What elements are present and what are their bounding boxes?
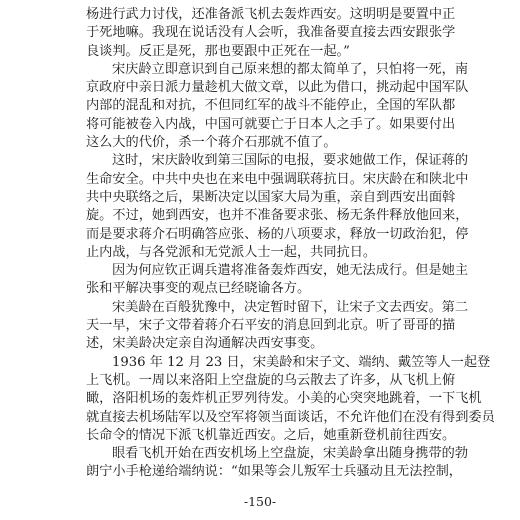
text-line: 就直接去机场陆军以及空军将领当面谈话，不允许他们在没有得到委员 [86, 409, 495, 425]
paragraph-first-line: 这时，宋庆龄收到第三国际的电报，要求她做工作，保证蒋的 [112, 153, 469, 169]
text-line: 而是要求蒋介石明确答应张、杨的八项要求，释放一切政治犯，停 [86, 226, 469, 242]
paragraph-first-line: 眼看飞机开始在西安机场上空盘旋，宋美龄拿出随身携带的勃 [112, 446, 469, 462]
page-number: -150- [243, 494, 277, 509]
text-line: 瞰，洛阳机场的轰炸机正罗列待发。小美的心突突地跳着，一下飞机 [86, 391, 482, 407]
text-line: 上飞机。一周以来洛阳上空盘旋的乌云散去了许多，从飞机上俯 [86, 372, 456, 388]
text-line: 长命令的情况下派飞机靠近西安。之后，她重新登机前往西安。 [86, 427, 456, 443]
text-line: 朗宁小手枪递给端纳说：“如果等会儿叛军士兵骚动且无法控制， [86, 464, 462, 480]
text-line: 杨进行武力讨伐，还准备派飞机去轰炸西安。这明明是要置中正 [86, 7, 456, 22]
text-line: 这么大的代价，杀一个蒋介石那就不值了。 [86, 135, 337, 151]
text-line: 止内战，与各党派和无党派人士一起，共同抗日。 [86, 244, 377, 260]
text-line: 天一早，宋子文带着蒋介石平安的消息回到北京。听了哥哥的描 [86, 318, 456, 334]
paragraph-first-line: 因为何应钦正调兵遣将准备轰炸西安，她无法成行。但是她主 [112, 263, 469, 279]
paragraph-first-line: 宋美龄在百般犹豫中，决定暂时留下，让宋子文去西安。第二 [112, 299, 469, 315]
text-line: 京政府中亲日派力量趁机大做文章，以此为借口，挑动起中国军队 [86, 80, 469, 96]
body-text [86, 6, 495, 482]
text-line: 内部的混乱和对抗，不但同红军的战斗不能停止，全国的军队都 [86, 98, 456, 114]
paragraph-first-line: 1936 年 12 月 23 日，宋美龄和宋子文、端纳、戴笠等人一起登 [112, 354, 491, 370]
text-line: 良谈判。反正是死，那也要跟中正死在一起。” [86, 43, 350, 59]
text-line: 旋。不过，她到西安，也并不准备要求张、杨无条件释放他回来， [86, 208, 469, 224]
text-line: 共中央联络之后，果断决定以国家大局为重，亲自到西安出面斡 [86, 189, 456, 205]
text-line: 于死地嘛。我现在说话没有人会听，我准备要直接去西安跟张学 [86, 25, 456, 41]
text-line: 述，宋美龄决定亲自沟通解决西安事变。 [86, 336, 324, 352]
text-line: 生命安全。中共中央也在来电中强调联蒋抗日。宋庆龄在和陕北中 [86, 171, 469, 187]
text-line: 张和平解决事变的观点已经晓谕各方。 [86, 281, 311, 297]
text-line: 将可能被卷入内战，中国可就要亡于日本人之手了。如果要付出 [86, 116, 456, 132]
paragraph-first-line: 宋庆龄立即意识到自己原来想的都太简单了，只怕将一死，南 [112, 61, 469, 77]
